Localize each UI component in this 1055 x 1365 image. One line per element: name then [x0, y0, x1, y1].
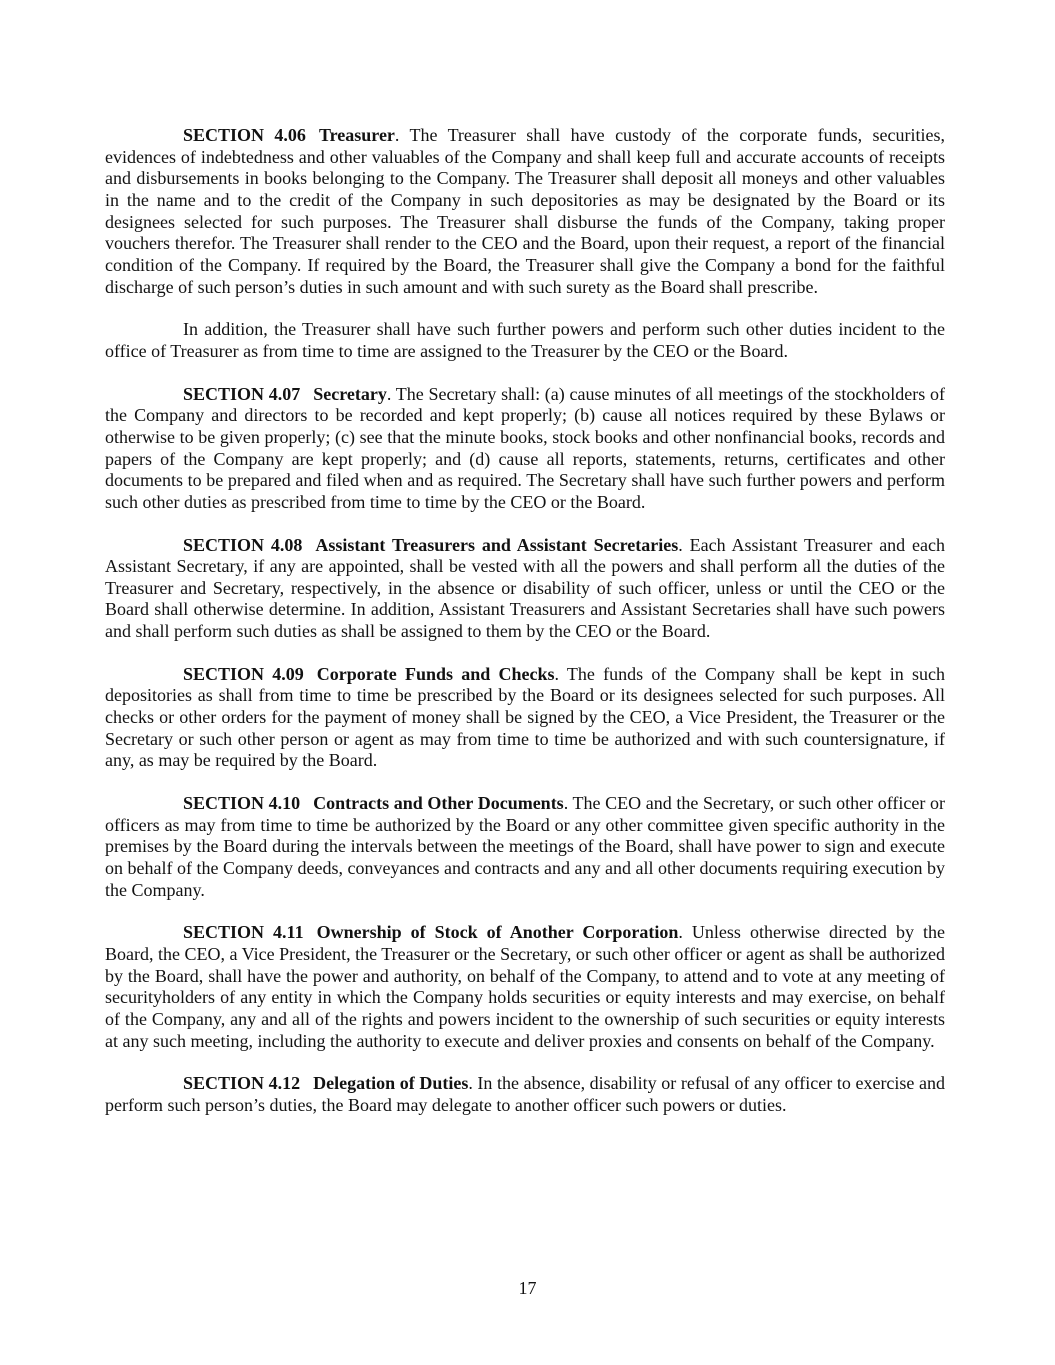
paragraph-section-4-08	[105, 535, 945, 643]
section-4-07-label: SECTION 4.07	[183, 383, 301, 404]
section-4-07-body: . The Secretary shall: (a) cause minutes of all meetings of the stockholders of the Company and directors to be recorded and kept properly; (b) cause all notices required by these Bylaws or otherwise to be given properly; (c) see that the minute books, stock books and other nonfinancial books, records and papers of the Company are kept properly; and (d) cause all reports, statements, returns, certificates and other documents to be prepared and filed when and as required. The Secretary shall have such further powers and perform such other duties as prescribed from time to time by the CEO or the Board.	[105, 383, 945, 512]
section-4-06-label: SECTION 4.06	[183, 125, 306, 145]
section-4-09-label: SECTION 4.09	[183, 663, 304, 684]
page-number: 17	[518, 1278, 537, 1298]
section-4-08-title: Assistant Treasurers and Assistant Secretaries	[315, 534, 679, 555]
paragraph-section-4-09	[105, 664, 945, 772]
section-4-10-title: Contracts and Other Documents	[313, 793, 564, 814]
section-4-11-label: SECTION 4.11	[183, 922, 304, 943]
paragraph-treasurer-continuation	[105, 319, 945, 362]
section-4-10-label: SECTION 4.10	[183, 793, 301, 814]
paragraph-section-4-11	[105, 922, 945, 1052]
paragraph-section-4-12	[105, 1073, 945, 1116]
document-body	[105, 125, 945, 1138]
section-4-08-label: SECTION 4.08	[183, 534, 303, 555]
section-4-12-body: . In the absence, disability or refusal of any officer to exercise and perform such person’s duties, the Board may delegate to another officer such powers or duties.	[105, 1073, 946, 1115]
section-4-07-title: Secretary	[313, 383, 387, 404]
paragraph-section-4-07	[105, 384, 945, 514]
paragraph-section-4-06	[105, 125, 945, 298]
treasurer-continuation-body: In addition, the Treasurer shall have such further powers and perform such other duties incident to the office of Treasurer as from time to time are assigned to the Treasurer by the CEO or the Board.	[105, 319, 945, 361]
section-4-12-title: Delegation of Duties	[313, 1073, 469, 1094]
section-4-09-body: . The funds of the Company shall be kept in such depositories as shall from time to time be prescribed by the Board or its designees selected for such purposes. All checks or other orders for the payment of money shall be signed by the CEO, a Vice President, the Treasurer or the Secretary or such other person or agent as may from time to time be authorized and with such countersignature, if any, as may be required by the Board.	[105, 663, 946, 771]
section-4-10-body: . The CEO and the Secretary, or such other officer or officers as may from time to time be authorized by the Board or any other committee given specific authority in the premises by the Board during the intervals between the meetings of the Board, shall have power to sign and execute on behalf of the Company deeds, conveyances and contracts and any and all other documents requiring execution by the Company.	[105, 793, 946, 900]
section-4-11-title: Ownership of Stock of Another Corporation	[316, 922, 679, 943]
section-4-08-body: . Each Assistant Treasurer and each Assistant Secretary, if any are appointed, shall be vested with all the powers and shall perform all the duties of the Treasurer and Secretary, respectively, in the absence or disability of such officer, unless or until the CEO or the Board shall otherwise determine. In addition, Assistant Treasurers and Assistant Secretaries shall have such powers and shall perform such duties as shall be assigned to them by the CEO or the Board.	[105, 534, 946, 642]
paragraph-section-4-10	[105, 793, 945, 901]
section-4-12-label: SECTION 4.12	[183, 1073, 301, 1094]
section-4-09-title: Corporate Funds and Checks	[316, 663, 555, 684]
section-4-11-body: . Unless otherwise directed by the Board, the CEO, a Vice President, the Treasurer or the Secretary, or such other officer or agent as shall be authorized by the Board, shall have the power and authority, on behalf of the Company, to attend and to vote at any meeting of securityholders of any entity in which the Company holds securities or equity interests and may exercise, on behalf of the Company, any and all of the rights and powers incident to the ownership of such securities or equity interests at any such meeting, including the authority to execute and deliver proxies and consents on behalf of the Company.	[105, 922, 945, 1051]
section-4-06-title: Treasurer	[318, 125, 395, 145]
section-4-06-body: . The Treasurer shall have custody of the corporate funds, securities, evidences of indebtedness and other valuables of the Company and shall keep full and accurate accounts of receipts and disbursements in books belonging to the Company. The Treasurer shall deposit all moneys and other valuables in the name and to the credit of the Company in such depositories as may be designated by the Board or its designees selected for such purposes. The Treasurer shall disburse the funds of the Company, taking proper vouchers therefor. The Treasurer shall render to the CEO and the Board, upon their request, a report of the financial condition of the Company. If required by the Board, the Treasurer shall give the Company a bond for the faithful discharge of such person’s duties in such amount and with such surety as the Board shall prescribe.	[105, 125, 945, 297]
